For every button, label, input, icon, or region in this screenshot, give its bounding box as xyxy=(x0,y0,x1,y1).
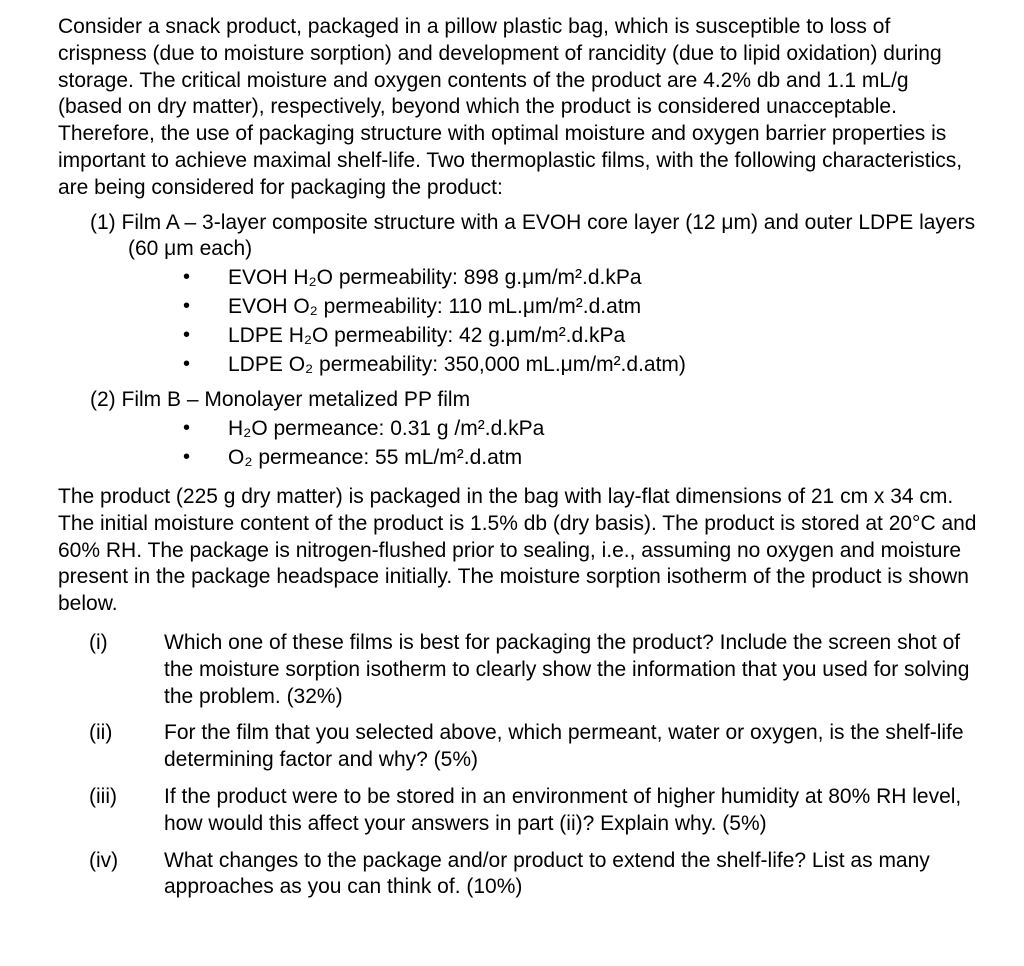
bullet-icon: • xyxy=(183,416,191,439)
property-text: LDPE H₂O permeability: 42 g.μm/m².d.kPa xyxy=(228,324,626,348)
film-a-section xyxy=(90,210,978,380)
product-paragraph: The product (225 g dry matter) is packaged in the bag with lay-flat dimensions of 21 cm x 34 cm. The initial moisture content of the product is 1.5% db (dry basis). The product is stored at 20°C and 60% RH. The package is nitrogen-flushed prior to sealing, i.e., assuming no oxygen and moisture present in the package headspace initially. The moisture sorption isotherm of the product is shown below. xyxy=(58,484,977,616)
list-item xyxy=(166,292,978,321)
property-text: H₂O permeance: 0.31 g /m².d.kPa xyxy=(228,416,545,440)
film-b-section xyxy=(90,387,978,472)
film-a-title: (1) Film A – 3-layer composite structure with a EVOH core layer (12 μm) and outer LDPE layers (60 μm each) xyxy=(90,210,976,261)
list-item xyxy=(166,321,978,350)
list-item xyxy=(166,414,978,443)
intro-paragraph: Consider a snack product, packaged in a pillow plastic bag, which is susceptible to loss of crispness (due to moisture sorption) and development of rancidity (due to lipid oxidation) during storage. The critical moisture and oxygen contents of the product are 4.2% db and 1.1 mL/g (based on dry matter), respectively, beyond which the product is considered unacceptable. Therefore, the use of packaging structure with optimal moisture and oxygen barrier properties is important to achieve maximal shelf-life. Two thermoplastic films, with the following characteristics, are being considered for packaging the product: xyxy=(58,15,963,199)
document-body xyxy=(58,14,978,911)
question-text: Which one of these films is best for packaging the product? Include the screen shot of the moisture sorption isotherm to clearly show the information that you used for solving the problem. (32%) xyxy=(164,630,970,708)
bullet-icon: • xyxy=(183,324,191,347)
list-item xyxy=(166,443,978,472)
question-item xyxy=(58,848,978,902)
question-item xyxy=(58,784,978,838)
property-text: EVOH O₂ permeability: 110 mL.μm/m².d.atm xyxy=(228,295,642,319)
question-item xyxy=(58,720,978,774)
question-list xyxy=(58,630,978,901)
question-number: (i) xyxy=(89,630,108,654)
film-b-title: (2) Film B – Monolayer metalized PP film xyxy=(90,388,471,412)
question-item xyxy=(58,630,978,710)
property-text: LDPE O₂ permeability: 350,000 mL.μm/m².d.atm) xyxy=(228,353,686,377)
question-number: (iv) xyxy=(89,848,119,872)
bullet-icon: • xyxy=(183,445,191,468)
question-text: If the product were to be stored in an environment of higher humidity at 80% RH level, how would this affect your answers in part (ii)? Explain why. (5%) xyxy=(164,784,962,835)
question-text: What changes to the package and/or product to extend the shelf-life? List as many approaches as you can think of. (10%) xyxy=(164,848,930,899)
question-number: (ii) xyxy=(89,721,113,745)
question-text: For the film that you selected above, which permeant, water or oxygen, is the shelf-life determining factor and why? (5%) xyxy=(164,721,964,772)
film-b-properties xyxy=(90,414,978,472)
film-a-properties xyxy=(90,263,978,379)
property-text: O₂ permeance: 55 mL/m².d.atm xyxy=(228,445,523,469)
bullet-icon: • xyxy=(183,353,191,376)
list-item xyxy=(166,350,978,379)
bullet-icon: • xyxy=(183,266,191,289)
bullet-icon: • xyxy=(183,295,191,318)
question-number: (iii) xyxy=(89,784,117,808)
property-text: EVOH H₂O permeability: 898 g.μm/m².d.kPa xyxy=(228,266,642,290)
list-item xyxy=(166,263,978,292)
